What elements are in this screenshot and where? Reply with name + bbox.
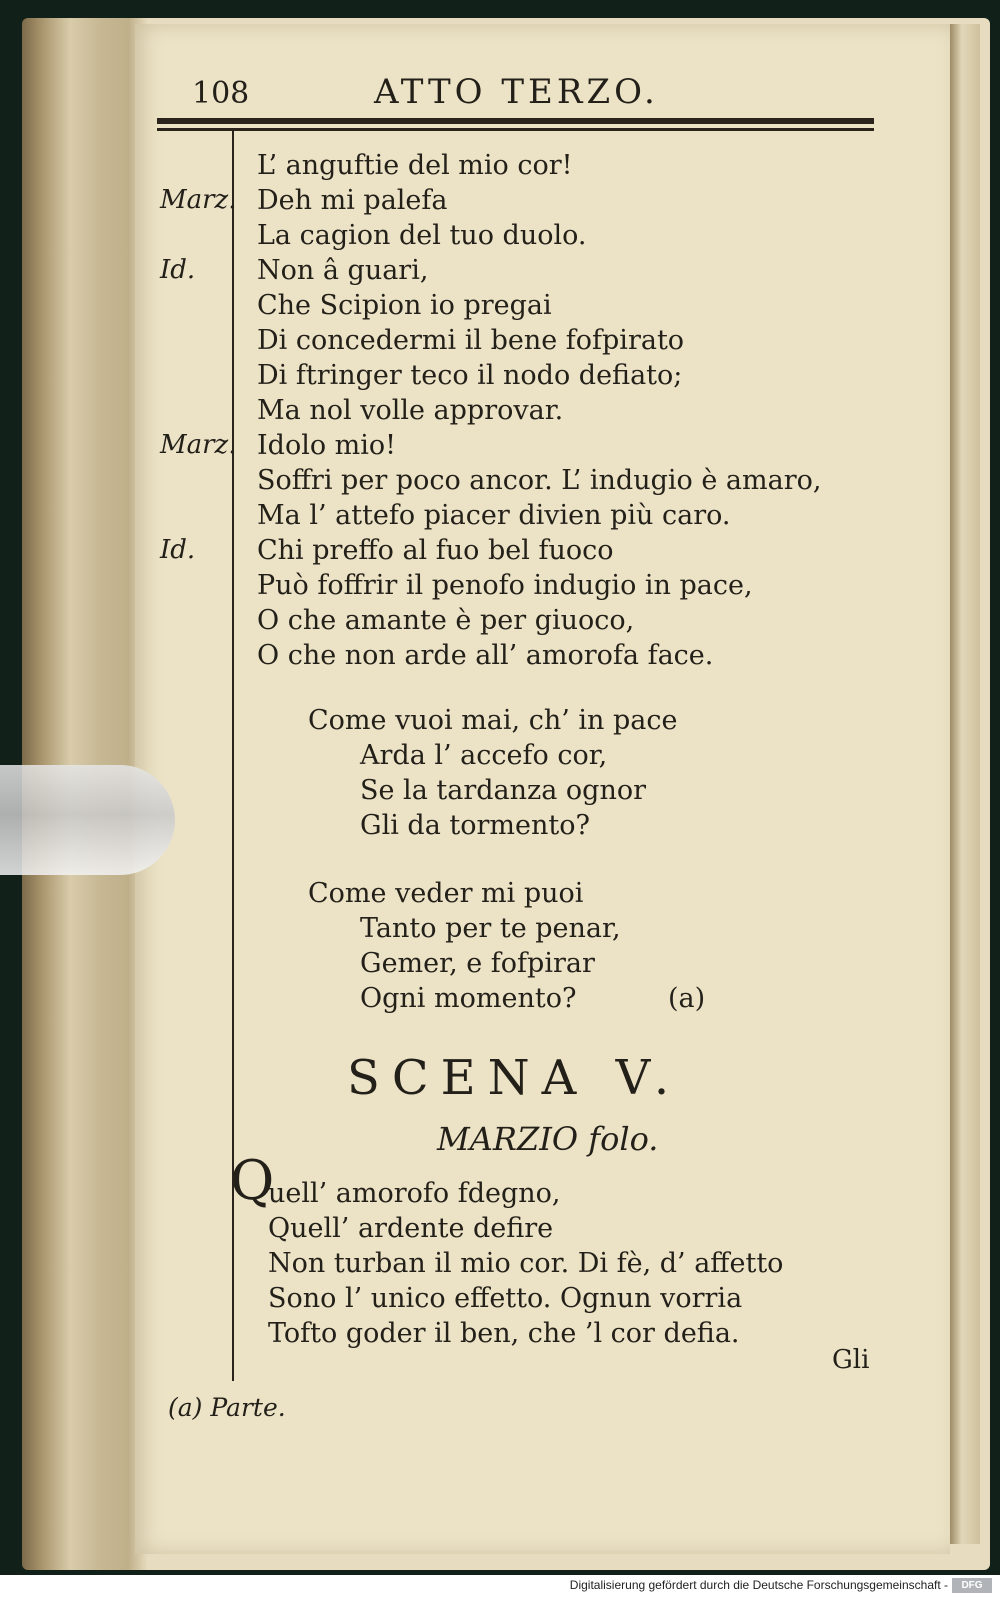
dialogue-line: Soffri per poco ancor. L’ indugio è amaro, <box>257 465 822 496</box>
catchword: Gli <box>832 1345 870 1375</box>
aria-line: Come vuoi mai, ch’ in pace <box>308 705 678 736</box>
monologue-line: uell’ amorofo fdegno, <box>268 1178 561 1209</box>
monologue-line: Non turban il mio cor. Di fè, d’ affetto <box>268 1248 784 1279</box>
aria-line: Arda l’ accefo cor, <box>360 740 608 771</box>
aria-line: Come veder mi puoi <box>308 878 584 909</box>
dialogue-line: Deh mi palefa <box>257 185 448 216</box>
dfg-logo: DFG <box>952 1578 992 1593</box>
dialogue-line: Non â guari, <box>257 255 429 286</box>
speaker-label: Marz. <box>160 430 237 460</box>
dialogue-line: Che Scipion io pregai <box>257 290 552 321</box>
dialogue-line: La cagion del tuo duolo. <box>257 220 587 251</box>
dialogue-line: Di ftringer teco il nodo defiato; <box>257 360 683 391</box>
scene-subtitle: MARZIO folo. <box>437 1120 659 1158</box>
footnote-marker: (a) <box>668 983 706 1014</box>
footnote: (a) Parte. <box>168 1393 286 1422</box>
aria-line: Tanto per te penar, <box>360 913 621 944</box>
digitization-footer <box>0 1575 1000 1597</box>
running-title: ATTO TERZO. <box>374 72 659 112</box>
dialogue-line: Ma nol volle approvar. <box>257 395 564 426</box>
funding-credit: Digitalisierung gefördert durch die Deutsche Forschungsgemeinschaft - <box>569 1578 948 1592</box>
scene-title: SCENA V. <box>347 1050 682 1106</box>
header-rule <box>157 118 874 124</box>
speaker-label: Id. <box>160 535 196 565</box>
drop-cap: Q <box>230 1149 275 1212</box>
facing-page-edge <box>950 24 980 1544</box>
dialogue-line: O che non arde all’ amorofa face. <box>257 640 714 671</box>
aria-line: Ogni momento? <box>360 983 577 1014</box>
dialogue-line: Può foffrir il penofo indugio in pace, <box>257 570 753 601</box>
dialogue-line: Chi preffo al fuo bel fuoco <box>257 535 614 566</box>
page-clip-tab <box>0 765 175 875</box>
monologue-line: Tofto goder il ben, che ’l cor defia. <box>268 1318 740 1349</box>
dialogue-line: Ma l’ attefo piacer divien più caro. <box>257 500 731 531</box>
dialogue-line: Idolo mio! <box>257 430 397 461</box>
aria-line: Gli da tormento? <box>360 810 590 841</box>
header-rule-thin <box>157 128 874 131</box>
aria-line: Gemer, e fofpirar <box>360 948 595 979</box>
monologue-line: Sono l’ unico effetto. Ognun vorria <box>268 1283 743 1314</box>
monologue-line: Quell’ ardente defire <box>268 1213 554 1244</box>
dialogue-line: Di concedermi il bene fofpirato <box>257 325 685 356</box>
speaker-label: Id. <box>160 255 196 285</box>
speaker-label: Marz. <box>160 185 237 215</box>
dialogue-line: O che amante è per giuoco, <box>257 605 635 636</box>
page-number: 108 <box>192 76 250 111</box>
dialogue-line: L’ anguftie del mio cor! <box>257 150 573 181</box>
aria-line: Se la tardanza ognor <box>360 775 646 806</box>
